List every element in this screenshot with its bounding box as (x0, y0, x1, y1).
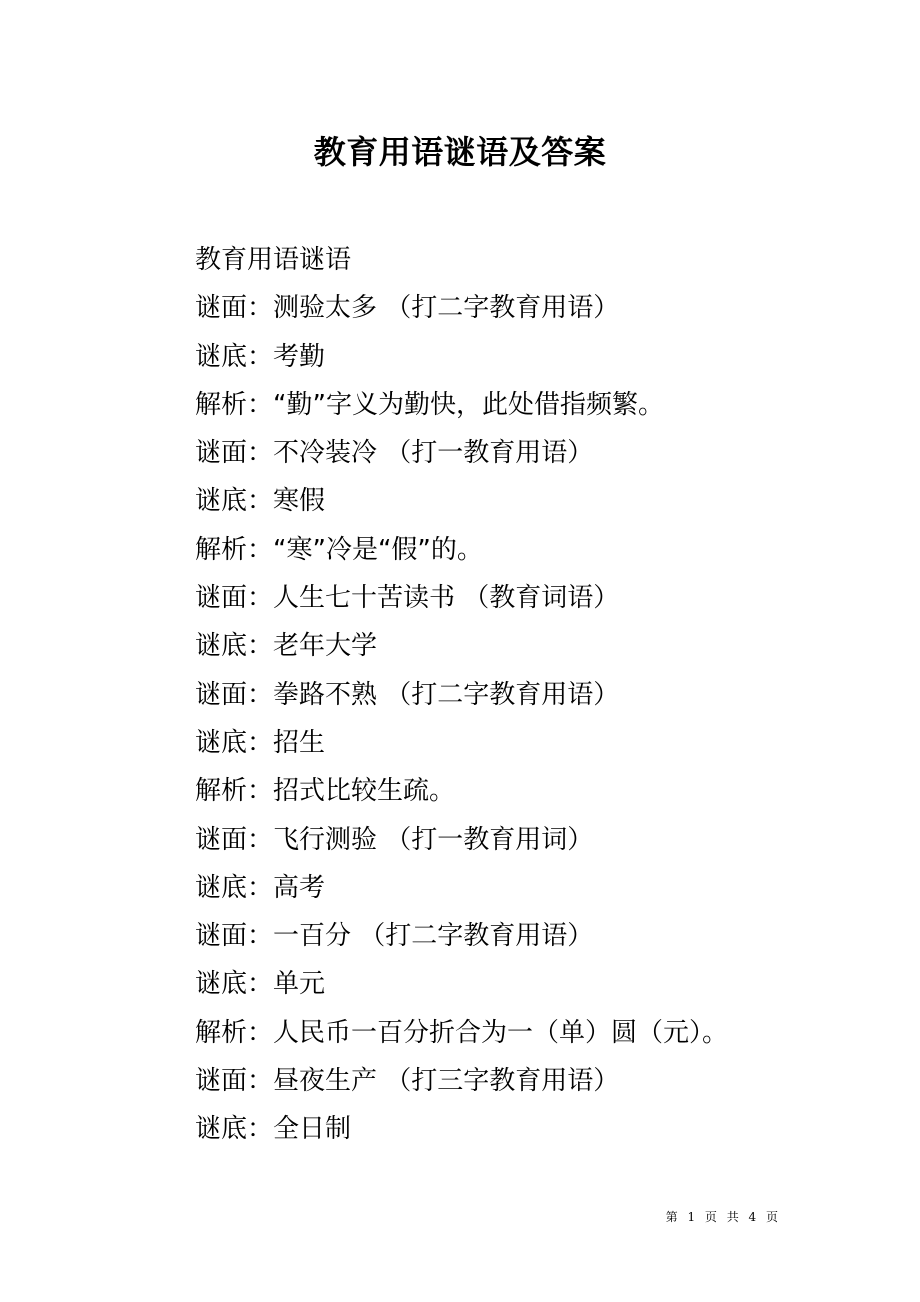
riddle-answer: 谜底：招生 (195, 727, 326, 758)
riddle-answer: 谜底：单元 (195, 969, 326, 1000)
riddle-explanation: 解析：招式比较生疏。 (195, 776, 456, 807)
riddle-question: 谜面：人生七十苦读书 （教育词语） (195, 583, 620, 614)
riddle-explanation: 解析：“寒”冷是“假”的。 (195, 534, 483, 565)
page-number: 第 1 页 共 4 页 (665, 1210, 779, 1224)
riddle-explanation: 解析：“勤”字义为勤快，此处借指频繁。 (195, 389, 664, 420)
page-footer (0, 1205, 920, 1229)
riddle-explanation: 解析：人民币一百分折合为一（单）圆（元）。 (195, 1017, 729, 1048)
riddle-question: 谜面：测验太多 （打二字教育用语） (195, 293, 620, 324)
page-title: 教育用语谜语及答案 (313, 133, 607, 171)
riddle-question: 谜面：拳路不熟 （打二字教育用语） (195, 679, 620, 710)
riddle-question: 谜面：飞行测验 （打一教育用词） (195, 824, 594, 855)
section-heading: 教育用语谜语 (195, 245, 352, 275)
riddle-question: 谜面：昼夜生产 （打三字教育用语） (195, 1066, 620, 1097)
riddle-question: 谜面：不冷装冷 （打一教育用语） (195, 438, 594, 469)
riddle-answer: 谜底：考勤 (195, 341, 326, 372)
riddle-answer: 谜底：老年大学 (195, 631, 378, 662)
riddle-answer: 谜底：高考 (195, 872, 326, 903)
riddle-question: 谜面：一百分 （打二字教育用语） (195, 921, 594, 952)
riddle-answer: 谜底：寒假 (195, 486, 326, 517)
riddle-answer: 谜底：全日制 (195, 1114, 352, 1145)
document-body (195, 236, 875, 1154)
